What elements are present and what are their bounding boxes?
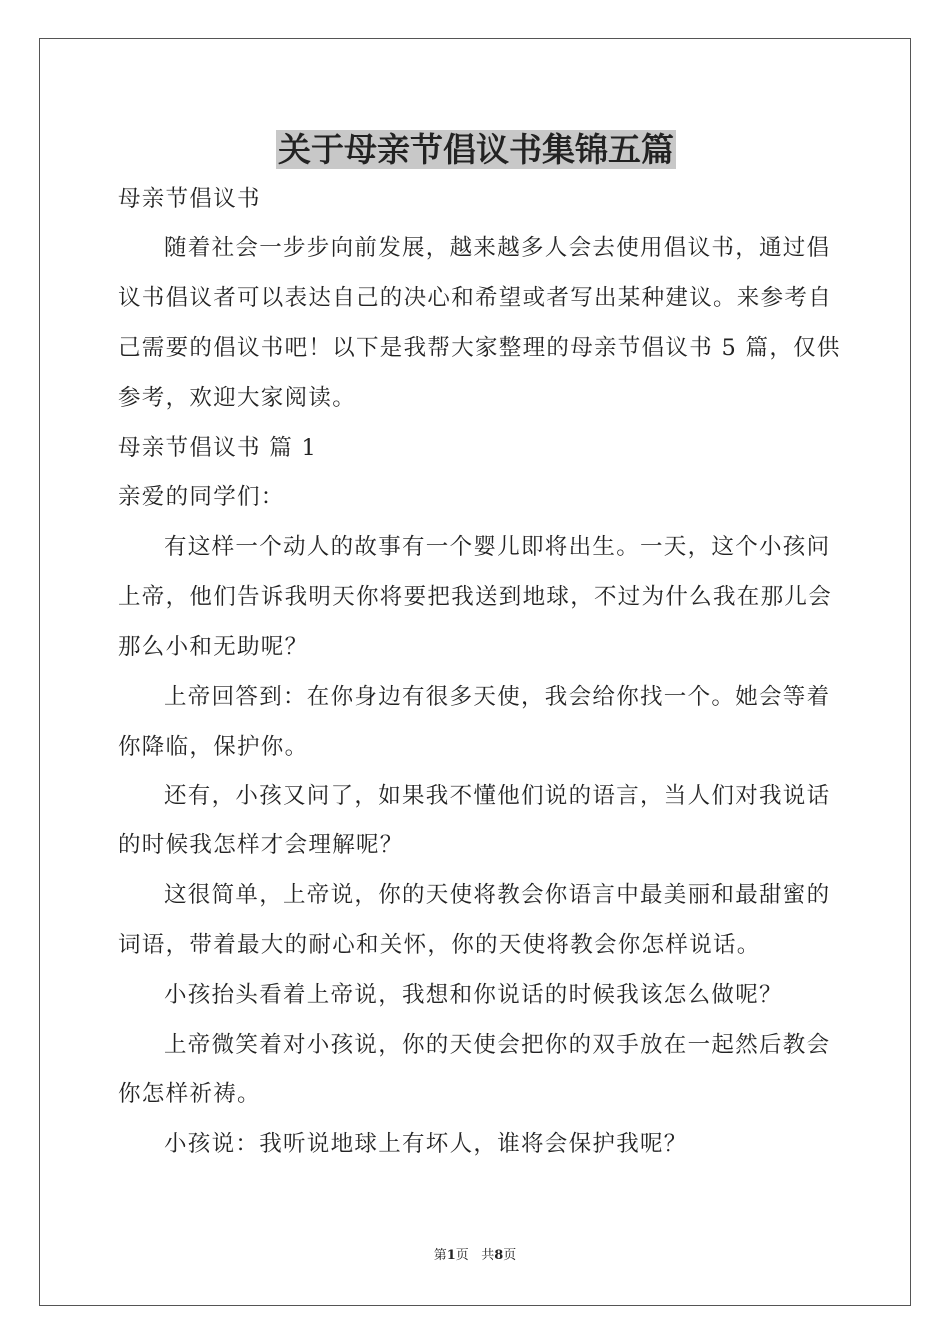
- paragraph-line: 你降临，保护你。: [118, 734, 309, 760]
- page-footer: [0, 1244, 950, 1263]
- paragraph-line: 这很简单，上帝说，你的天使将教会你语言中最美丽和最甜蜜的: [164, 882, 831, 908]
- paragraph-line: 的时候我怎样才会理解呢？: [118, 832, 404, 858]
- intro-line: 随着社会一步步向前发展，越来越多人会去使用倡议书，通过倡: [164, 235, 831, 261]
- intro-line: 参考，欢迎大家阅读。: [118, 385, 357, 411]
- section-heading: 母亲节倡议书 篇 1: [118, 435, 318, 461]
- paragraph-line: 词语，带着最大的耐心和关怀，你的天使将教会你怎样说话。: [118, 932, 761, 958]
- footer-page-number: 1: [446, 1248, 456, 1263]
- footer-page-prefix: 第: [433, 1248, 447, 1263]
- footer-total-suffix: 页: [503, 1248, 517, 1263]
- page-border: [39, 38, 911, 1306]
- salutation: 亲爱的同学们：: [118, 484, 285, 510]
- footer-page-suffix: 页: [455, 1248, 469, 1263]
- intro-line: 己需要的倡议书吧！以下是我帮大家整理的母亲节倡议书 5 篇，仅供: [118, 335, 841, 361]
- main-heading: 母亲节倡议书: [118, 186, 261, 212]
- paragraph-line: 还有，小孩又问了，如果我不懂他们说的语言，当人们对我说话: [164, 783, 831, 809]
- paragraph-line: 上帝回答到：在你身边有很多天使，我会给你找一个。她会等着: [164, 684, 831, 710]
- paragraph-line: 有这样一个动人的故事有一个婴儿即将出生。一天，这个小孩问: [164, 534, 831, 560]
- paragraph-line: 小孩抬头看着上帝说，我想和你说话的时候我该怎么做呢？: [164, 982, 783, 1008]
- title-text: 关于母亲节倡议书集锦五篇: [278, 130, 674, 169]
- footer-total-pages: 8: [494, 1248, 504, 1263]
- paragraph-line: 小孩说：我听说地球上有坏人，谁将会保护我呢？: [164, 1131, 688, 1157]
- paragraph-line: 你怎样祈祷。: [118, 1081, 261, 1107]
- document-title: [118, 125, 834, 175]
- paragraph-line: 上帝，他们告诉我明天你将要把我送到地球，不过为什么我在那儿会: [118, 584, 833, 610]
- paragraph-line: 上帝微笑着对小孩说，你的天使会把你的双手放在一起然后教会: [164, 1032, 831, 1058]
- intro-line: 议书倡议者可以表达自己的决心和希望或者写出某种建议。来参考自: [118, 285, 833, 311]
- footer-total-prefix: 共: [481, 1248, 495, 1263]
- paragraph-line: 那么小和无助呢？: [118, 634, 309, 660]
